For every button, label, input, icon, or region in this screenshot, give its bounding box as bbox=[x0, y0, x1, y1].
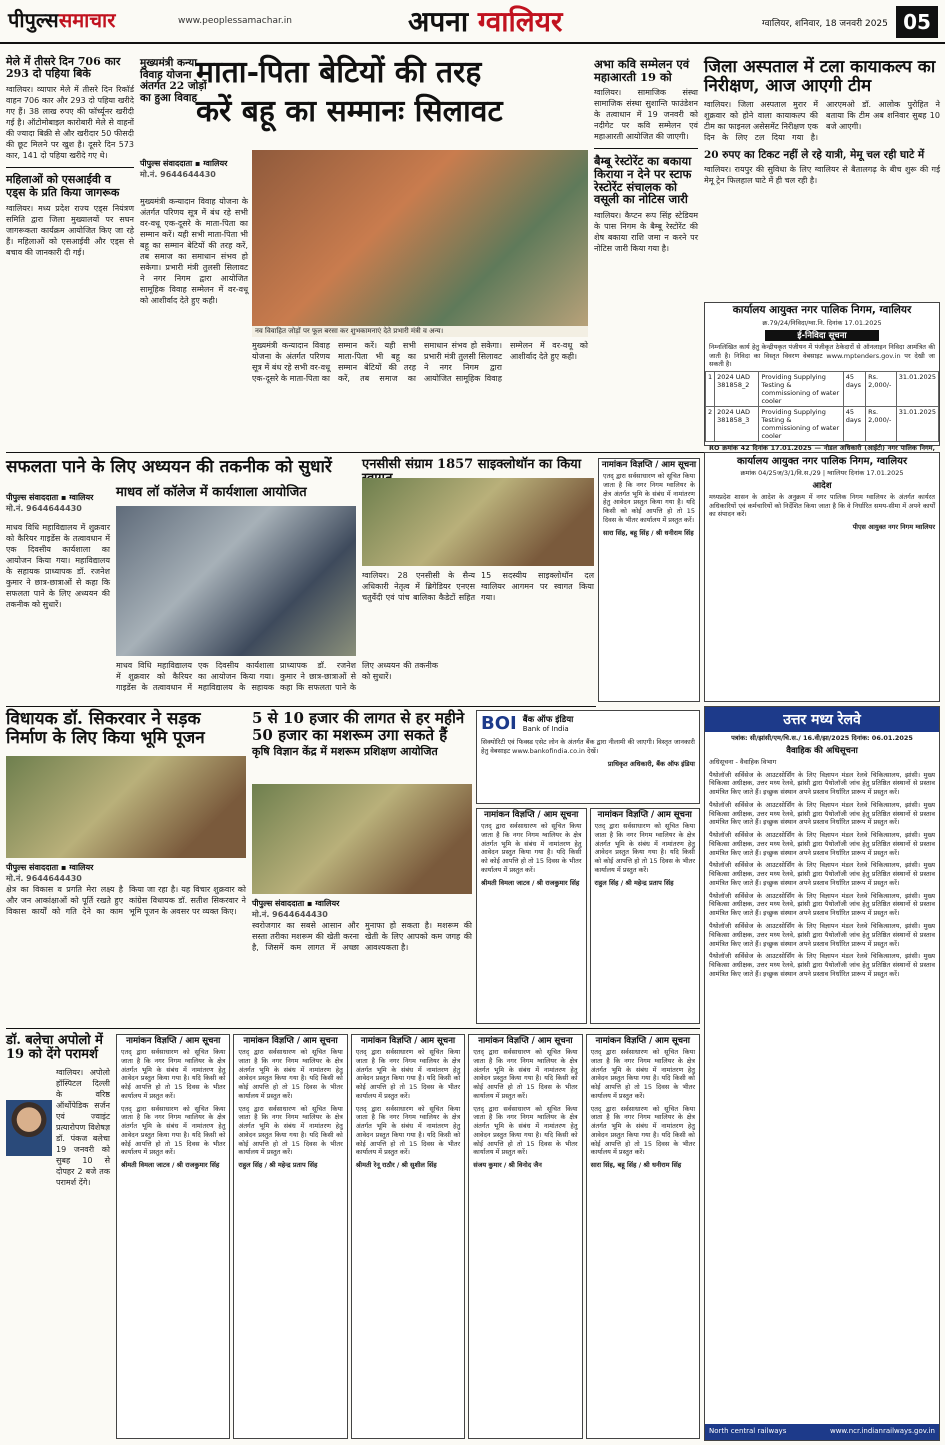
aids-awareness-headline: महिलाओं को एसआईवी व एड्स के प्रति किया जागरूक bbox=[6, 173, 120, 199]
order-notice: कार्यालय आयुक्त नगर पालिक निगम, ग्वालियर क्रमांक 04/25ज/3/1/वि.स./29 | ग्वालियर दिनांक 17.01.2025 आदेश मध्यप्रदेश शासन के आदेश के अनुक्रम में नगर पालिक निगम ग्वालियर के अंतर्गत कार्यरत अधिकारियों एवं कर्मचारियों को निर्देशित किया जाता है कि वे निर्धारित समय-सीमा में अपने कार्यों का संपादन करें। पीएस आयुक्त नगर निगम ग्वालियर bbox=[704, 452, 940, 702]
railway-notice: उत्तर मध्य रेलवे पत्रांक: सी/झांसी/एम/चि.स./ 16.वी/झा/2025 दिनांक: 06.01.2025 वैवाहिक की अधिसूचना अधिसूचना - वैवाहिक विभाग पैथोलॉजी सर्विसेज के आउटसोर्सिंग के लिए विज्ञापन मंडल रेलवे चिकित्सालय, झांसी। मुख्य चिकित्सा अधीक्षक, उत्तर मध्य रेलवे, झांसी द्वारा पैथोलॉजी जांच हेतु प्रतिष्ठित संस्थानों से प्रस्ताव आमंत्रित किए जाते हैं। इच्छुक संस्थान अपने प्रस्ताव निर्धारित प्रारूप में प्रस्तुत करें। पैथोलॉजी सर्विसेज के आउटसोर्सिंग के लिए विज्ञापन मंडल रेलवे चिकित्सालय, झांसी। मुख्य चिकित्सा अधीक्षक, उत्तर मध्य रेलवे, झांसी द्वारा पैथोलॉजी जांच हेतु प्रतिष्ठित संस्थानों से प्रस्ताव आमंत्रित किए जाते हैं। इच्छुक संस्थान अपने प्रस्ताव निर्धारित प्रारूप में प्रस्तुत करें। पैथोलॉजी सर्विसेज के आउटसोर्सिंग के लिए विज्ञापन मंडल रेलवे चिकित्सालय, झांसी। मुख्य चिकित्सा अधीक्षक, उत्तर मध्य रेलवे, झांसी द्वारा पैथोलॉजी जांच हेतु प्रतिष्ठित संस्थानों से प्रस्ताव आमंत्रित किए जाते हैं। इच्छुक संस्थान अपने प्रस्ताव निर्धारित प्रारूप में प्रस्तुत करें। पैथोलॉजी सर्विसेज के आउटसोर्सिंग के लिए विज्ञापन मंडल रेलवे चिकित्सालय, झांसी। मुख्य चिकित्सा अधीक्षक, उत्तर मध्य रेलवे, झांसी द्वारा पैथोलॉजी जांच हेतु प्रतिष्ठित संस्थानों से प्रस्ताव आमंत्रित किए जाते हैं। इच्छुक संस्थान अपने प्रस्ताव निर्धारित प्रारूप में प्रस्तुत करें। पैथोलॉजी सर्विसेज के आउटसोर्सिंग के लिए विज्ञापन मंडल रेलवे चिकित्सालय, झांसी। मुख्य चिकित्सा अधीक्षक, उत्तर मध्य रेलवे, झांसी द्वारा पैथोलॉजी जांच हेतु प्रतिष्ठित संस्थानों से प्रस्ताव आमंत्रित किए जाते हैं। इच्छुक संस्थान अपने प्रस्ताव निर्धारित प्रारूप में प्रस्तुत करें। पैथोलॉजी सर्विसेज के आउटसोर्सिंग के लिए विज्ञापन मंडल रेलवे चिकित्सालय, झांसी। मुख्य चिकित्सा अधीक्षक, उत्तर मध्य रेलवे, झांसी द्वारा पैथोलॉजी जांच हेतु प्रतिष्ठित संस्थानों से प्रस्ताव आमंत्रित किए जाते हैं। इच्छुक संस्थान अपने प्रस्ताव निर्धारित प्रारूप में प्रस्तुत करें। पैथोलॉजी सर्विसेज के आउटसोर्सिंग के लिए विज्ञापन मंडल रेलवे चिकित्सालय, झांसी। मुख्य चिकित्सा अधीक्षक, उत्तर मध्य रेलवे, झांसी द्वारा पैथोलॉजी जांच हेतु प्रतिष्ठित संस्थानों से प्रस्ताव आमंत्रित किए जाते हैं। इच्छुक संस्थान अपने प्रस्ताव निर्धारित प्रारूप में प्रस्तुत करें। North central railways www.ncr.indianrailways.gov.in bbox=[704, 706, 940, 1441]
apollo-headline: डॉ. बलेचा अपोलो में 19 को देंगे परामर्श bbox=[6, 1033, 103, 1063]
aids-awareness-body: ग्वालियर। मध्य प्रदेश राज्य एड्स नियंत्रण समिति द्वारा जिला मुख्यालयों पर सघन जागरूकता कार्यक्रम आयोजित किए जा रहे हैं। महिलाओं को एसआईवी और एड्स से बचाव की जानकारी दी गई। bbox=[6, 203, 134, 257]
website-url[interactable]: www.peoplessamachar.in bbox=[178, 16, 292, 26]
success-body-2: माधव विधि महाविद्यालय में शुक्रवार को कैरियर गाइडेंस के तत्वावधान में एक दिवसीय कार्यशाला का आयोजन किया गया। महाविद्यालय के सहायक प्राध्यापक डॉ. रजनेश कुमार ने छात्र-छात्राओं से कहा कि सफलता पाने के लिए अध्ययन की तकनीक को सुधारें। bbox=[116, 661, 438, 693]
tender-notice-title: कार्यालय आयुक्त नगर पालिक निगम, ग्वालियर bbox=[732, 304, 912, 316]
lead-headline: माता-पिता बेटियों की तरह करें बहू का सम्मानः सिलावट bbox=[196, 55, 503, 129]
fair-sales-body: ग्वालियर। व्यापार मेले में तीसरे दिन रिकॉर्ड वाहन 706 कार और 293 दो पहिया खरीदे गए हैं। 38 लाख रुपए की फॉर्च्यूनर खरीदी गई है। ऑटोमोबाइल कारोबारी मेले से वाहनों की ज्यादा बिक्री से और खरीदार 50 फीसदी की छूट मिलने पर खुश है। दूसरे दिन 573 कार, 141 दो पहिया खरीदे गए थे। bbox=[6, 85, 134, 161]
road-byline: पीपुल्स संवाददाता ▪ ग्वालियर मो.नं. 9644644430 bbox=[6, 863, 94, 883]
table-row: 2 2024 UAD 381858_3 Providing Supplying Testing & commissioning of water cooler 45 days Rs. 2,000/- 31.01.2025 bbox=[706, 407, 939, 442]
doctor-photo bbox=[6, 1100, 52, 1156]
railway-website[interactable]: www.ncr.indianrailways.gov.in bbox=[829, 1427, 935, 1435]
ncc-headline: एनसीसी संग्राम 1857 साइक्लोथॉन का किया bbox=[362, 457, 582, 472]
mushroom-photo bbox=[252, 784, 472, 894]
ncc-photo bbox=[362, 478, 594, 566]
page-number: 05 bbox=[896, 6, 938, 38]
apollo-body: ग्वालियर। अपोलो हॉस्पिटल दिल्ली के वरिष्ठ ऑर्थोपेडिक सर्जन एवं ज्वाइंट प्रत्यारोपण विशेषज्ञ डॉ. पंकज बलेचा 19 जनवरी को सुबह 10 से दोपहर 2 बजे तक परामर्श देंगे। bbox=[56, 1067, 110, 1187]
road-body: क्षेत्र का विकास व प्रगति मेरा लक्ष्य है और जन आकांक्षाओं को पूर्ति रखते हुए विकास कार्यों को गति देने का काम किया जा रहा है। यह विचार शुक्रवार को कांग्रेस विधायक डॉ. सतीश सिकरवार ने भूमि पूजन के अवसर पर व्यक्त किए। bbox=[6, 885, 246, 917]
railway-title: उत्तर मध्य रेलवे bbox=[705, 707, 939, 732]
lead-byline: पीपुल्स संवाददाता ▪ ग्वालियर मो.नं. 9644644430 bbox=[140, 158, 250, 180]
bank-logo: BOI bbox=[481, 713, 517, 734]
success-headline: सफलता पाने के लिए अध्ययन की तकनीक को सुधारें bbox=[6, 457, 332, 477]
workshop-photo bbox=[116, 506, 356, 656]
railway-footer: North central railways bbox=[709, 1427, 787, 1435]
hospital-headline: जिला अस्पताल में टला कायाकल्प का निरीक्षण, आज आएगी टीम bbox=[704, 57, 936, 96]
table-row: 1 2024 UAD 381858_2 Providing Supplying Testing & commissioning of water cooler 45 days Rs. 2,000/- 31.01.2025 bbox=[706, 372, 939, 407]
success-byline: पीपुल्स संवाददाता ▪ ग्वालियर मो.नं. 9644644430 bbox=[6, 493, 94, 513]
bamboo-notice-body: ग्वालियर। कैप्टन रूप सिंह स्टेडियम के पास निगम के बैम्बू रेस्टोरेंट की शेष बकाया राशि जमा न करने पर नोटिस जारी किया गया है। bbox=[594, 211, 698, 254]
lead-body-col2: मुख्यमंत्री कन्यादान विवाह योजना के अंतर्गत परिणय सूत्र में बंध रहे सभी वर-वधू एक-दूसरे के माता-पिता का सम्मान करें। यही सभी माता-पिता भी बहू का सम्मान बेटियों की तरह करें, तब समाज का समाधान संभव हो सकेगा। प्रभारी मंत्री तुलसी सिलावट ने नगर निगम द्वारा आयोजित सामूहिक विवाह सम्मेलन में वर-वधू को आशीर्वाद देते हुए कही। bbox=[252, 341, 588, 384]
mushroom-body: स्वरोजगार का सबसे आसान और सस्ता तरीका मशरूम की खेती करना है, जिसमें कम लागत में अच्छा मुनाफा हो सकता है। मशरूम की खेती के लिए आपको कम जगह की आवश्यकता है। bbox=[252, 921, 472, 953]
auction-notice-mid: नामांकन विज्ञप्ति / आम सूचना एतद् द्वारा सर्वसाधारण को सूचित किया जाता है कि नगर निगम ग्वालियर के क्षेत्र अंतर्गत भूमि के संबंध में नामांतरण हेतु आवेदन प्रस्तुत किया गया है। यदि किसी को कोई आपत्ति हो तो 15 दिवस के भीतर कार्यालय में प्रस्तुत करें। सारा सिंह, बहू सिंह / श्री धनीराम सिंह bbox=[598, 458, 700, 702]
tender-notice: कार्यालय आयुक्त नगर पालिक निगम, ग्वालियर क्र.79/24/निविदा/ग्वा.नि. दिनांक 17.01.2025 ई-निविदा सूचना निम्नलिखित कार्य हेतु केन्द्रीयकृत पंजीयन में पंजीकृत ठेकेदारों से ऑनलाइन निविदा आमंत्रित की जाती है। निविदा का विस्तृत विवरण वेबसाइट www.mptenders.gov.in पर देखी जा सकती है। 1 2024 UAD 381858_2 Providing Supplying Testing & commissioning of water cooler 45 days Rs. 2,000/- 31.01.2025 2 2024 UAD 381858_3 Providing Supplying Testing & commissioning of water cooler 45 days Rs. 2,000/- 31.01.2025 RO क्रमांक 42 दिनांक 17.01.2025 — नोडल अधिकारी (आईटी) नगर पालिक निगम, bbox=[704, 302, 940, 446]
wedding-photo bbox=[252, 150, 588, 328]
wedding-photo-caption: नव विवाहित जोड़ों पर फूल बरसा कर शुभकामनाएं देते प्रभारी मंत्री व अन्य। bbox=[252, 326, 588, 337]
tender-table bbox=[705, 371, 939, 442]
order-notice-title: कार्यालय आयुक्त नगर पालिक निगम, ग्वालियर bbox=[736, 456, 908, 467]
boi-notice: BOI बैंक ऑफ इंडिया Bank of India सिक्योरिटी एवं फिक्स्ड एसेट लोन के अंतर्गत बैंक द्वारा नीलामी की जाएगी। विस्तृत जानकारी हेतु वेबसाइट www.bankofindia.co.in देखें। प्राधिकृत अधिकारी, बैंक ऑफ इंडिया bbox=[476, 710, 700, 804]
mushroom-headline: 5 से 10 हजार की लागत से हर महीने 50 हजार का मशरूम उगा सकते हैं कृषि विज्ञान केंद्र में मशरूम प्रशिक्षण आयोजित bbox=[252, 709, 465, 758]
fair-sales-story bbox=[6, 56, 134, 258]
lead-body-col1: मुख्यमंत्री कन्यादान विवाह योजना के अंतर्गत परिणय सूत्र में बंध रहे सभी वर-वधू एक-दूसरे के माता-पिता का सम्मान करें। यही सभी माता-पिता भी बहू का सम्मान बेटियों की तरह करें, तब समाज का समाधान संभव हो सकेगा। प्रभारी मंत्री तुलसी सिलावट ने नगर निगम द्वारा आयोजित सामूहिक विवाह सम्मेलन में वर-वधू को आशीर्वाद देते हुए कही। bbox=[140, 197, 248, 306]
ncc-body: ग्वालियर। 28 एनसीसी के सैन्य अधिकारी नेतृत्व में ब्रिगेडियर एनएस चतुर्वेदी एवं पांच बालिका कैडेटों सहित 15 सदस्यीय साइक्लोथॉन दल ग्वालियर आगमन पर स्वागत किया गया। bbox=[362, 571, 594, 603]
memu-body: ग्वालियर। रायपुर की सुविधा के लिए ग्वालियर से बैतालगढ़ के बीच शुरू की गई मेमू ट्रेन फिलहाल घाटे में ही चल रही है। bbox=[704, 165, 940, 186]
memu-headline: 20 रुपए का टिकट नहीं ले रहे यात्री, मेमू चल रही घाटे में bbox=[704, 148, 925, 161]
poet-meet-headline: अभा कवि सम्मेलन एवं महाआरती 19 को bbox=[594, 57, 690, 84]
apollo-story bbox=[6, 1034, 110, 1367]
lead-reporter: पीपुल्स संवाददाता ▪ ग्वालियर bbox=[140, 159, 228, 168]
masthead bbox=[0, 0, 945, 44]
hospital-story bbox=[704, 58, 940, 186]
poet-meet-story bbox=[594, 58, 698, 254]
poet-meet-body: ग्वालियर। सामाजिक संस्था सामाजिक संस्था सुशान्ति फाउंडेशन के तत्वाधान में 19 जनवरी को नदीगेट पर कवि सम्मेलन एवं महाआरती आयोजित की जाएगी। bbox=[594, 88, 698, 142]
section-title: अपना ग्वालियर bbox=[408, 5, 563, 38]
bamboo-notice-headline: बैम्बू रेस्टोरेंट का बकाया किराया न देने पर स्टाफ रेस्टोरेंट संचालक को वसूली का नोटिस जारी bbox=[594, 154, 692, 207]
auction-grid-bottom: नामांकन विज्ञप्ति / आम सूचना एतद् द्वारा सर्वसाधारण को सूचित किया जाता है कि नगर निगम ग्वालियर के क्षेत्र अंतर्गत भूमि के संबंध में नामांतरण हेतु आवेदन प्रस्तुत किया गया है। यदि किसी को कोई आपत्ति हो तो 15 दिवस के भीतर कार्यालय में प्रस्तुत करें। एतद् द्वारा सर्वसाधारण को सूचित किया जाता है कि नगर निगम ग्वालियर के क्षेत्र अंतर्गत भूमि के संबंध में नामांतरण हेतु आवेदन प्रस्तुत किया गया है। यदि किसी को कोई आपत्ति हो तो 15 दिवस के भीतर कार्यालय में प्रस्तुत करें। श्रीमती विमला जाटव / श्री राजकुमार सिंह नामांकन विज्ञप्ति / आम सूचना एतद् द्वारा सर्वसाधारण को सूचित किया जाता है कि नगर निगम ग्वालियर के क्षेत्र अंतर्गत भूमि के संबंध में नामांतरण हेतु आवेदन प्रस्तुत किया गया है। यदि किसी को कोई आपत्ति हो तो 15 दिवस के भीतर कार्यालय में प्रस्तुत करें। एतद् द्वारा सर्वसाधारण को सूचित किया जाता है कि नगर निगम ग्वालियर के क्षेत्र अंतर्गत भूमि के संबंध में नामांतरण हेतु आवेदन प्रस्तुत किया गया है। यदि किसी को कोई आपत्ति हो तो 15 दिवस के भीतर कार्यालय में प्रस्तुत करें। राहुल सिंह / श्री महेन्द्र प्रताप सिंह नामांकन विज्ञप्ति / आम सूचना एतद् द्वारा सर्वसाधारण को सूचित किया जाता है कि नगर निगम ग्वालियर के क्षेत्र अंतर्गत भूमि के संबंध में नामांतरण हेतु आवेदन प्रस्तुत किया गया है। यदि किसी को कोई आपत्ति हो तो 15 दिवस के भीतर कार्यालय में प्रस्तुत करें। एतद् द्वारा सर्वसाधारण को सूचित किया जाता है कि नगर निगम ग्वालियर के क्षेत्र अंतर्गत भूमि के संबंध में नामांतरण हेतु आवेदन प्रस्तुत किया गया है। यदि किसी को कोई आपत्ति हो तो 15 दिवस के भीतर कार्यालय में प्रस्तुत करें। श्रीमती रेनू राठौर / श्री सुशील सिंह नामांकन विज्ञप्ति / आम सूचना एतद् द्वारा सर्वसाधारण को सूचित किया जाता है कि नगर निगम ग्वालियर के क्षेत्र अंतर्गत भूमि के संबंध में नामांतरण हेतु आवेदन प्रस्तुत किया गया है। यदि किसी को कोई आपत्ति हो तो 15 दिवस के भीतर कार्यालय में प्रस्तुत करें। एतद् द्वारा सर्वसाधारण को सूचित किया जाता है कि नगर निगम ग्वालियर के क्षेत्र अंतर्गत भूमि के संबंध में नामांतरण हेतु आवेदन प्रस्तुत किया गया है। यदि किसी को कोई आपत्ति हो तो 15 दिवस के भीतर कार्यालय में प्रस्तुत करें। संजय कुमार / श्री विनोद जैन नामांकन विज्ञप्ति / आम सूचना एतद् द्वारा सर्वसाधारण को सूचित किया जाता है कि नगर निगम ग्वालियर के क्षेत्र अंतर्गत भूमि के संबंध में नामांतरण हेतु आवेदन प्रस्तुत किया गया है। यदि किसी को कोई आपत्ति हो तो 15 दिवस के भीतर कार्यालय में प्रस्तुत करें। एतद् द्वारा सर्वसाधारण को सूचित किया जाता है कि नगर निगम ग्वालियर के क्षेत्र अंतर्गत भूमि के संबंध में नामांतरण हेतु आवेदन प्रस्तुत किया गया है। यदि किसी को कोई आपत्ति हो तो 15 दिवस के भीतर कार्यालय में प्रस्तुत करें। सारा सिंह, बहू सिंह / श्री धनीराम सिंह bbox=[116, 1034, 700, 1439]
dateline: ग्वालियर, शनिवार, 18 जनवरी 2025 bbox=[762, 19, 888, 29]
success-subhead: माधव लॉ कॉलेज में कार्यशाला आयोजित bbox=[116, 485, 307, 500]
newspaper-logo: पीपुल्ससमाचार bbox=[8, 8, 116, 32]
road-headline: विधायक डॉ. सिकरवार ने सड़क निर्माण के लिए किया भूमि पूजन bbox=[6, 709, 205, 748]
auction-grid-top: नामांकन विज्ञप्ति / आम सूचना एतद् द्वारा सर्वसाधारण को सूचित किया जाता है कि नगर निगम ग्वालियर के क्षेत्र अंतर्गत भूमि के संबंध में नामांतरण हेतु आवेदन प्रस्तुत किया गया है। यदि किसी को कोई आपत्ति हो तो 15 दिवस के भीतर कार्यालय में प्रस्तुत करें। श्रीमती विमला जाटव / श्री राजकुमार सिंह नामांकन विज्ञप्ति / आम सूचना एतद् द्वारा सर्वसाधारण को सूचित किया जाता है कि नगर निगम ग्वालियर के क्षेत्र अंतर्गत भूमि के संबंध में नामांतरण हेतु आवेदन प्रस्तुत किया गया है। यदि किसी को कोई आपत्ति हो तो 15 दिवस के भीतर कार्यालय में प्रस्तुत करें। राहुल सिंह / श्री महेन्द्र प्रताप सिंह bbox=[476, 808, 700, 1024]
lead-kicker: मुख्यमंत्री कन्या विवाह योजना अंतर्गत 22 जोड़ों का हुआ विवाह bbox=[140, 57, 207, 104]
hospital-body: ग्वालियर। जिला अस्पताल मुरार में शुक्रवार को होने वाला कायाकल्प की टीम का फाइनल असेसमेंट निरीक्षण एक दिन के लिए टल दिया गया है। आरएमओ डॉ. आलोक पुरोहित ने बताया कि टीम अब शनिवार सुबह 10 बजे आएगी। bbox=[704, 100, 940, 143]
mushroom-byline: पीपुल्स संवाददाता ▪ ग्वालियर मो.नं. 9644644430 bbox=[252, 899, 340, 919]
road-photo bbox=[6, 756, 246, 858]
success-body: माधव विधि महाविद्यालय में शुक्रवार को कैरियर गाइडेंस के तत्वावधान में एक दिवसीय कार्यशाला का आयोजन किया गया। महाविद्यालय के सहायक प्राध्यापक डॉ. रजनेश कुमार ने छात्र-छात्राओं से कहा कि सफलता पाने के लिए अध्ययन की तकनीक को सुधारें। bbox=[6, 523, 110, 610]
fair-sales-headline: मेले में तीसरे दिन 706 कार 293 दो पहिया बिके bbox=[6, 55, 121, 81]
